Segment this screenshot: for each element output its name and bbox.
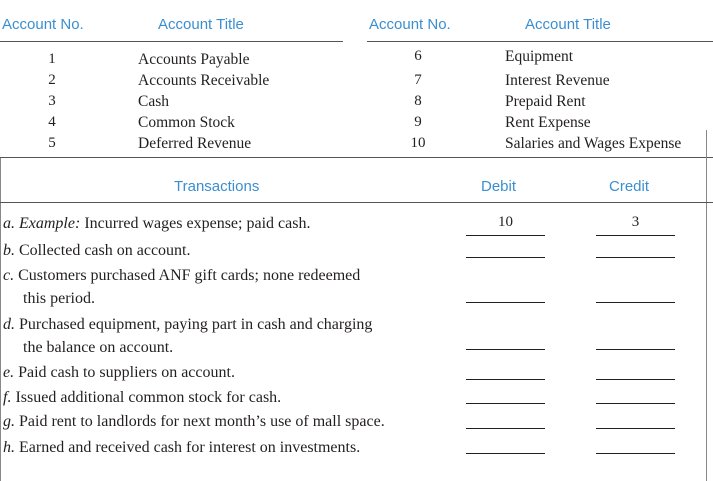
account-no: 10 — [410, 135, 426, 151]
header-account-title-right: Account Title — [525, 16, 611, 33]
right-border — [706, 130, 707, 481]
transaction-letter: d. — [3, 316, 15, 333]
header-rule-left — [0, 41, 343, 42]
transaction-row — [3, 239, 191, 262]
account-no: 9 — [414, 114, 422, 130]
transaction-letter: c. — [3, 267, 15, 284]
transaction-row — [3, 212, 310, 235]
account-title: Deferred Revenue — [138, 135, 252, 152]
transaction-text: Collected cash on account. — [19, 242, 191, 259]
credit-blank[interactable] — [596, 428, 675, 429]
transaction-row — [3, 313, 372, 336]
account-no: 4 — [48, 114, 56, 130]
account-title: Interest Revenue — [505, 72, 610, 89]
credit-blank[interactable] — [596, 379, 675, 380]
transactions-header-rule — [0, 202, 713, 203]
debit-blank[interactable] — [466, 349, 545, 350]
credit-blank[interactable] — [596, 235, 675, 236]
header-account-title-left: Account Title — [158, 16, 244, 33]
account-no: 8 — [414, 93, 422, 109]
account-no: 6 — [414, 48, 422, 64]
header-transactions: Transactions — [174, 178, 260, 195]
credit-blank[interactable] — [596, 257, 675, 258]
transaction-letter: h. — [3, 439, 15, 456]
transaction-text: Customers purchased ANF gift cards; none redeemed — [18, 267, 361, 284]
header-account-no-right: Account No. — [369, 16, 451, 33]
account-no: 5 — [48, 135, 56, 151]
transaction-text: Earned and received cash for interest on investments. — [19, 439, 361, 456]
left-border — [0, 158, 1, 481]
header-account-no-left: Account No. — [2, 16, 84, 33]
header-debit: Debit — [481, 178, 517, 195]
credit-blank[interactable] — [596, 302, 675, 303]
transaction-text: Paid rent to landlords for next month’s use of mall space. — [19, 413, 385, 430]
credit-answer: 3 — [631, 214, 640, 230]
debit-blank[interactable] — [466, 257, 545, 258]
transaction-row — [3, 386, 281, 409]
transaction-letter: e. — [3, 364, 15, 381]
account-no: 3 — [48, 93, 56, 109]
account-no: 1 — [48, 51, 56, 67]
credit-blank[interactable] — [596, 403, 675, 404]
debit-blank[interactable] — [466, 379, 545, 380]
debit-answer: 10 — [498, 214, 513, 230]
account-title: Rent Expense — [505, 114, 591, 131]
account-no: 2 — [48, 72, 56, 88]
account-title: Cash — [138, 93, 169, 110]
transaction-letter: f. — [3, 389, 12, 406]
account-title: Accounts Payable — [138, 51, 250, 68]
debit-blank[interactable] — [466, 428, 545, 429]
transaction-text: Incurred wages expense; paid cash. — [84, 215, 311, 232]
transaction-row — [3, 361, 235, 384]
transaction-letter: g. — [3, 413, 15, 430]
transaction-row — [3, 436, 360, 459]
debit-blank[interactable] — [466, 453, 545, 454]
header-credit: Credit — [609, 178, 650, 195]
account-title: Equipment — [505, 48, 574, 65]
credit-blank[interactable] — [596, 349, 675, 350]
debit-blank[interactable] — [466, 302, 545, 303]
transaction-row — [3, 410, 385, 433]
credit-blank[interactable] — [596, 453, 675, 454]
transaction-row — [3, 264, 360, 287]
transaction-text: Issued additional common stock for cash. — [15, 389, 282, 406]
transaction-text: Purchased equipment, paying part in cash and charging — [19, 316, 373, 333]
account-title: Prepaid Rent — [505, 93, 586, 110]
account-title: Salaries and Wages Expense — [505, 135, 682, 152]
transaction-letter: a. — [3, 215, 15, 232]
transaction-text-continued: the balance on account. — [23, 339, 174, 356]
debit-blank[interactable] — [466, 403, 545, 404]
account-title: Common Stock — [138, 114, 235, 131]
section-divider — [0, 157, 713, 158]
transaction-text-continued: this period. — [23, 290, 95, 307]
transaction-text: Paid cash to suppliers on account. — [18, 364, 235, 381]
transaction-letter: b. — [3, 242, 15, 259]
debit-blank[interactable] — [466, 235, 545, 236]
account-title: Accounts Receivable — [138, 72, 270, 89]
example-label: Example: — [19, 215, 81, 232]
header-rule-right — [367, 41, 713, 42]
account-no: 7 — [414, 72, 422, 88]
